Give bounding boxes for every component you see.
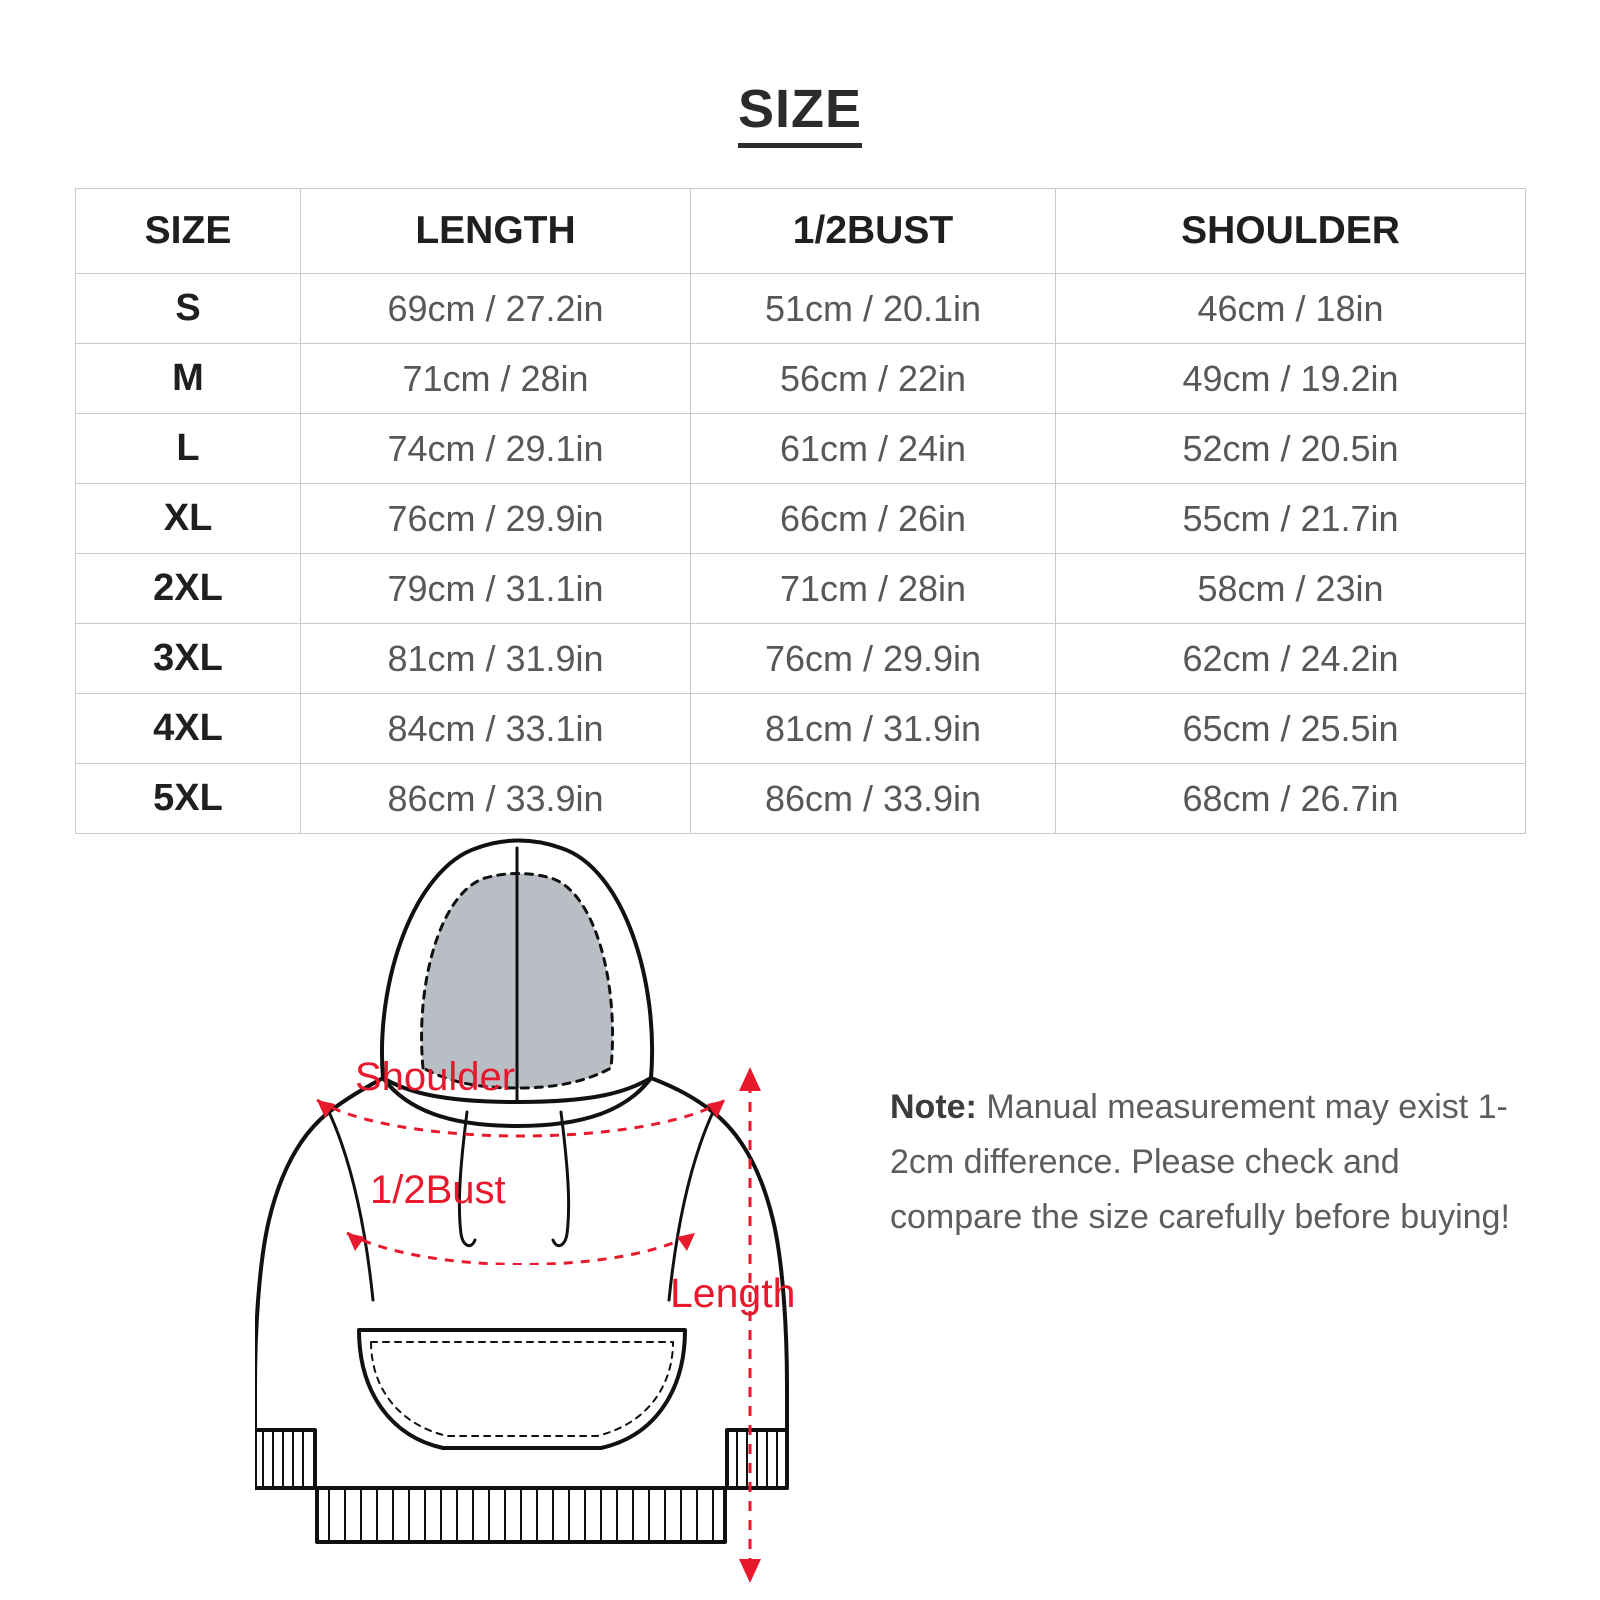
cell-shoulder: 49cm / 19.2in [1056, 344, 1526, 414]
measurement-note [890, 1080, 1510, 1245]
cell-size: 5XL [76, 764, 301, 834]
cell-size: 3XL [76, 624, 301, 694]
cell-shoulder: 46cm / 18in [1056, 274, 1526, 344]
cell-length: 76cm / 29.9in [301, 484, 691, 554]
length-measure-indicator [715, 1065, 785, 1585]
cell-shoulder: 55cm / 21.7in [1056, 484, 1526, 554]
cell-size: XL [76, 484, 301, 554]
table-row [76, 624, 1526, 694]
column-header-shoulder: SHOULDER [1056, 189, 1526, 274]
cell-length: 84cm / 33.1in [301, 694, 691, 764]
cell-length: 74cm / 29.1in [301, 414, 691, 484]
cell-halfbust: 51cm / 20.1in [691, 274, 1056, 344]
cell-halfbust: 76cm / 29.9in [691, 624, 1056, 694]
cell-length: 81cm / 31.9in [301, 624, 691, 694]
label-halfbust: 1/2Bust [370, 1168, 506, 1212]
page-title [0, 78, 1600, 140]
size-chart-table [75, 188, 1526, 834]
cell-shoulder: 65cm / 25.5in [1056, 694, 1526, 764]
cell-length: 79cm / 31.1in [301, 554, 691, 624]
column-header-length: LENGTH [301, 189, 691, 274]
cell-halfbust: 71cm / 28in [691, 554, 1056, 624]
table-row [76, 764, 1526, 834]
table-row [76, 484, 1526, 554]
table-row [76, 274, 1526, 344]
cell-halfbust: 56cm / 22in [691, 344, 1056, 414]
cell-halfbust: 61cm / 24in [691, 414, 1056, 484]
cell-length: 86cm / 33.9in [301, 764, 691, 834]
cell-halfbust: 66cm / 26in [691, 484, 1056, 554]
cell-shoulder: 52cm / 20.5in [1056, 414, 1526, 484]
column-header-halfbust: 1/2BUST [691, 189, 1056, 274]
cell-size: M [76, 344, 301, 414]
cell-length: 69cm / 27.2in [301, 274, 691, 344]
note-prefix: Note: [890, 1088, 977, 1126]
table-row [76, 554, 1526, 624]
cell-size: L [76, 414, 301, 484]
cell-halfbust: 86cm / 33.9in [691, 764, 1056, 834]
cell-shoulder: 62cm / 24.2in [1056, 624, 1526, 694]
cell-length: 71cm / 28in [301, 344, 691, 414]
table-row [76, 344, 1526, 414]
label-length: Length [670, 1270, 796, 1316]
column-header-size: SIZE [76, 189, 301, 274]
cell-size: 2XL [76, 554, 301, 624]
table-row [76, 414, 1526, 484]
page-title-text: SIZE [738, 79, 862, 148]
label-shoulder: Shoulder [355, 1055, 516, 1099]
cell-halfbust: 81cm / 31.9in [691, 694, 1056, 764]
table-row [76, 694, 1526, 764]
cell-size: S [76, 274, 301, 344]
cell-size: 4XL [76, 694, 301, 764]
cell-shoulder: 68cm / 26.7in [1056, 764, 1526, 834]
note-text: Manual measurement may exist 1-2cm difference. Please check and compare the size carefully before buying! [890, 1088, 1510, 1237]
table-header-row [76, 189, 1526, 274]
cell-shoulder: 58cm / 23in [1056, 554, 1526, 624]
